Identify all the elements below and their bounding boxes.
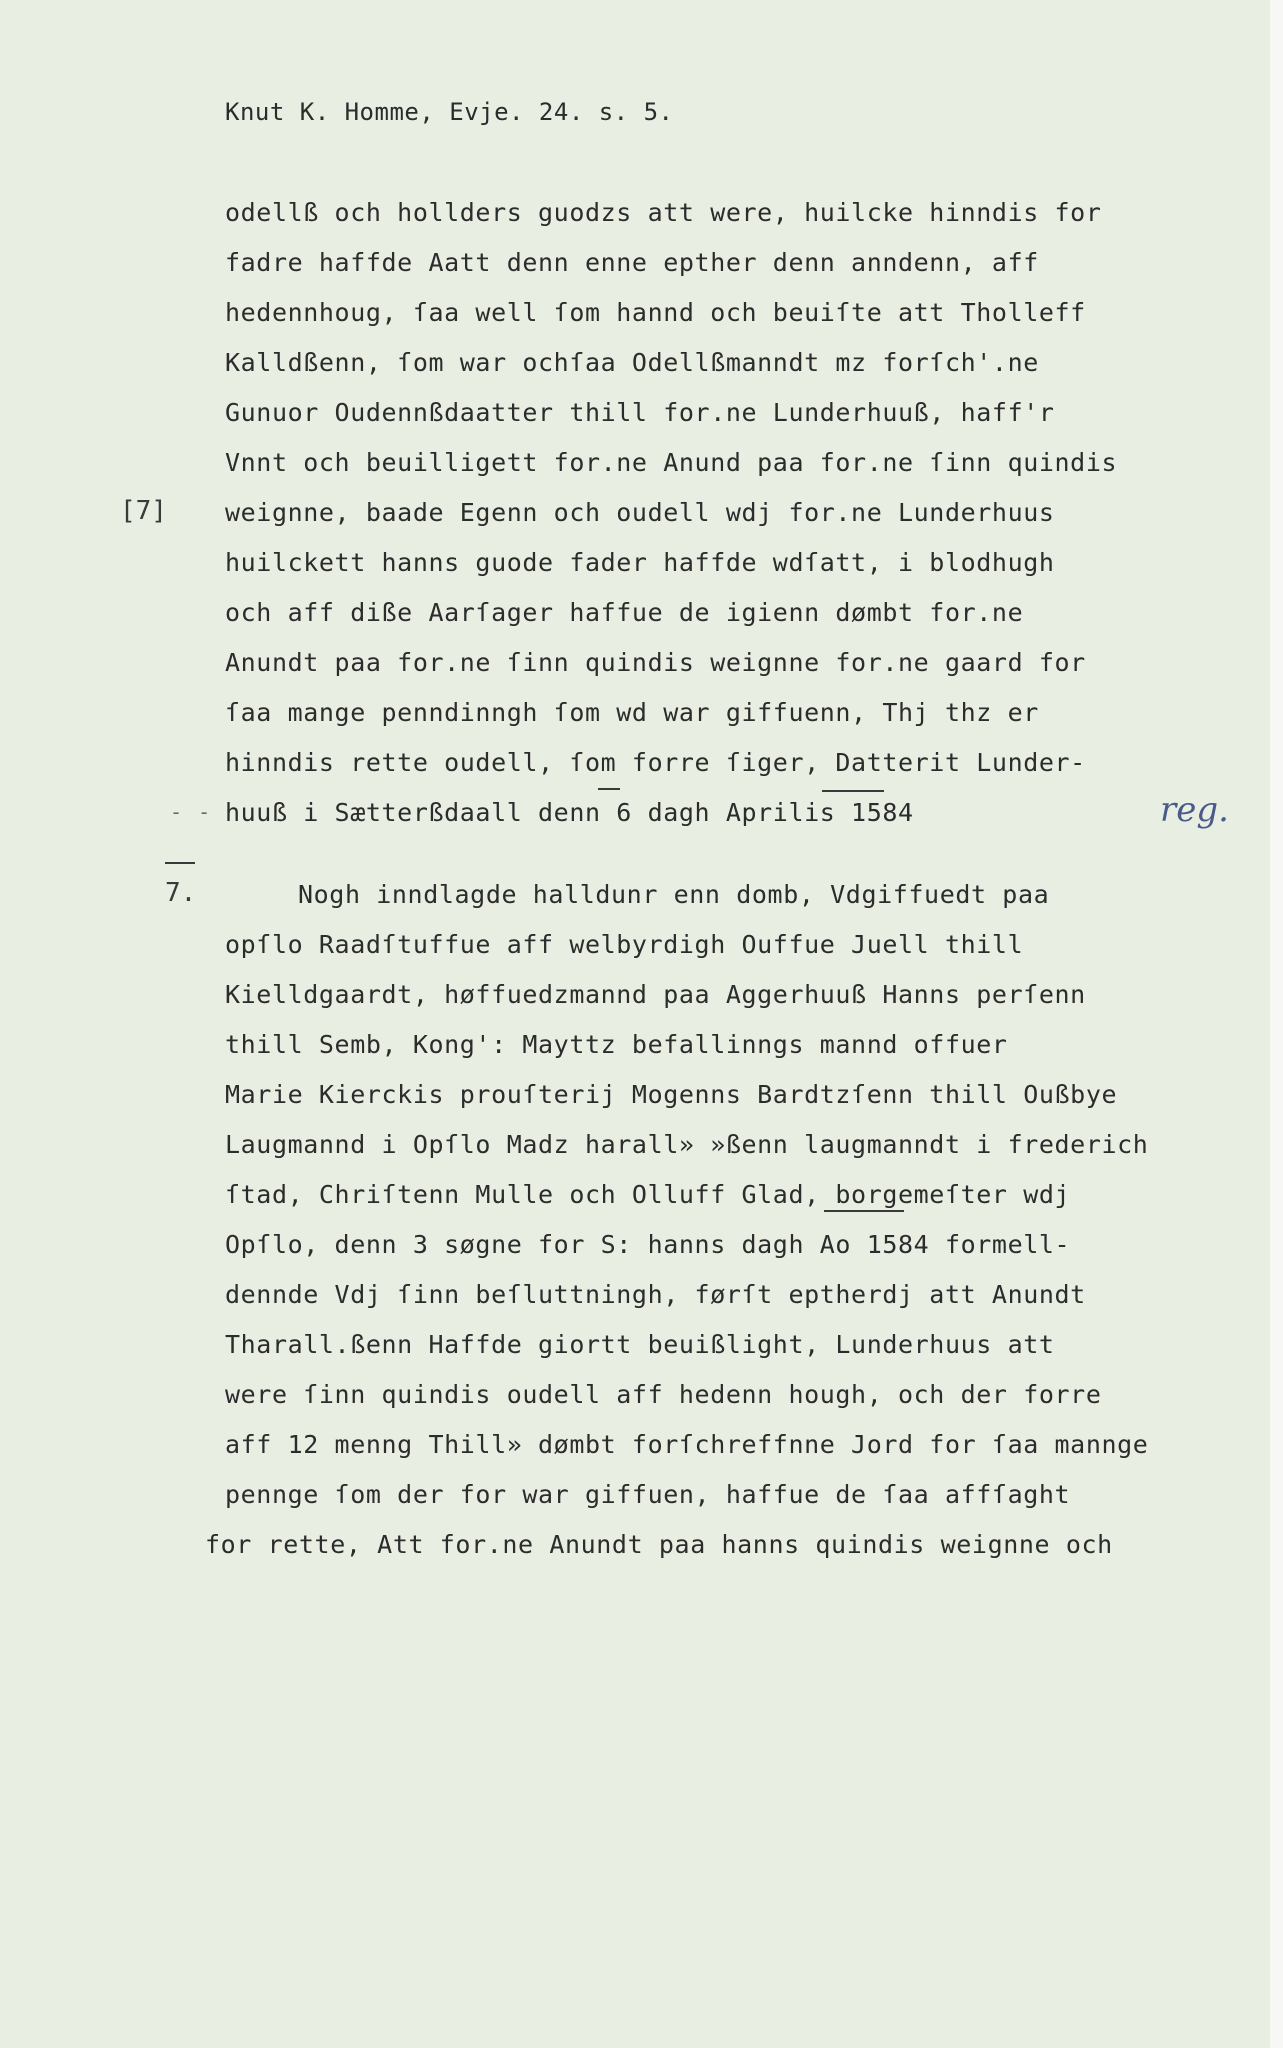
text-line: dennde Vdj ſinn beſluttningh, førſt eptherdj att Anundt	[225, 1280, 1086, 1309]
text-line: for rette, Att for.ne Anundt paa hanns quindis weignne och	[205, 1530, 1113, 1559]
year-overline	[822, 790, 884, 792]
text-line: were ſinn quindis oudell aff hedenn hough, och der forre	[225, 1380, 1102, 1409]
text-line: Tharall.ßenn Haffde giortt beuißlight, Lunderhuus att	[225, 1330, 1055, 1359]
text-line: ſtad, Chriſtenn Mulle och Olluff Glad, borgemeſter wdj	[225, 1180, 1071, 1209]
entry-number: 7.	[165, 878, 197, 908]
text-line: och aff diße Aarſager haffue de igienn dømbt for.ne	[225, 598, 1024, 627]
text-line: fadre haffde Aatt denn enne epther denn anndenn, aff	[225, 248, 1039, 277]
margin-dashes: - -	[170, 800, 213, 824]
text-line: Opſlo, denn 3 søgne for S: hanns dagh Ao 1584 formell-	[225, 1230, 1071, 1259]
page-edge	[1270, 0, 1283, 2048]
text-line: thill Semb, Kong': Mayttz befallinngs mannd offuer	[225, 1030, 1008, 1059]
text-line: Kielldgaardt, høffuedzmannd paa Aggerhuuß Hanns perſenn	[225, 980, 1086, 1009]
text-line: Kalldßenn, ſom war ochſaa Odellßmanndt mz forſch'.ne	[225, 348, 1039, 377]
text-line: hedennhoug, ſaa well ſom hannd och beuiſte att Tholleff	[225, 298, 1086, 327]
text-line: Gunuor Oudennßdaatter thill for.ne Lunderhuuß, haff'r	[225, 398, 1055, 427]
text-line: Laugmannd i Opſlo Madz harall» »ßenn laugmanndt i frederich	[225, 1130, 1149, 1159]
text-line: weignne, baade Egenn och oudell wdj for.ne Lunderhuus	[225, 498, 1055, 527]
bracket-number: [7]	[120, 496, 167, 526]
text-line: Nogh inndlagde halldunr enn domb, Vdgiffuedt paa	[298, 880, 1050, 909]
text-line: aff 12 menng Thill» dømbt forſchreffnne Jord for ſaa mannge	[225, 1430, 1149, 1459]
text-line: pennge ſom der for war giffuen, haffue de ſaa affſaght	[225, 1480, 1071, 1509]
text-line: Anundt paa for.ne ſinn quindis weignne for.ne gaard for	[225, 648, 1086, 677]
text-line: huilckett hanns guode fader haffde wdſatt, i blodhugh	[225, 548, 1055, 577]
entry-mark	[165, 862, 195, 864]
date-overline	[598, 788, 620, 790]
handwritten-note: reg.	[1160, 790, 1229, 830]
text-line: opſlo Raadſtuffue aff welbyrdigh Ouffue Juell thill	[225, 930, 1024, 959]
text-line: huuß i Sætterßdaall denn 6 dagh Aprilis 1584	[225, 798, 914, 827]
text-line: odellß och hollders guodzs att were, huilcke hinndis for	[225, 198, 1102, 227]
text-line: ſaa mange penndinngh ſom wd war giffuenn, Thj thz er	[225, 698, 1039, 727]
text-line: Marie Kierckis prouſterij Mogenns Bardtzſenn thill Oußbye	[225, 1080, 1118, 1109]
year-overline	[824, 1210, 904, 1212]
text-line: hinndis rette oudell, ſom forre ſiger, Datterit Lunder-	[225, 748, 1086, 777]
text-line: Vnnt och beuilligett for.ne Anund paa for.ne ſinn quindis	[225, 448, 1118, 477]
page-header: Knut K. Homme, Evje. 24. s. 5.	[225, 98, 674, 126]
